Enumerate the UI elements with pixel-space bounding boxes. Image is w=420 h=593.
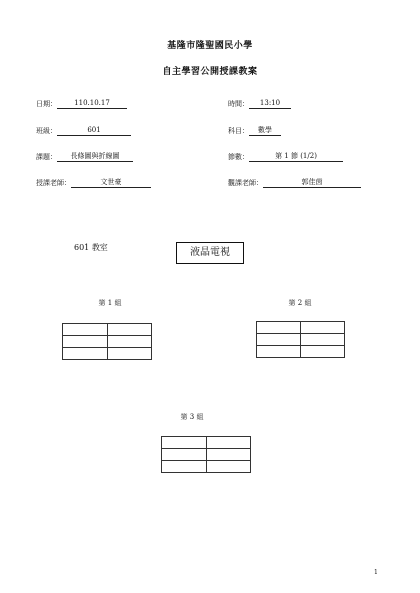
time-field (228, 99, 291, 109)
period-field (228, 152, 343, 162)
seat-cell (257, 346, 301, 358)
time-label: 時間： (228, 100, 249, 108)
table-row (63, 324, 152, 336)
period-label: 節數： (228, 153, 249, 161)
time-value: 13:10 (249, 99, 291, 109)
topic-label: 課題： (36, 153, 57, 161)
group-3-label: 第 3 組 (180, 413, 204, 421)
seat-cell (162, 461, 207, 473)
subject-value: 數學 (249, 126, 281, 136)
tv-box: 液晶電視 (176, 242, 244, 264)
seat-cell (301, 346, 345, 358)
class-label: 班級： (36, 127, 57, 135)
seat-cell (107, 348, 152, 360)
observer-label: 觀課老師： (228, 179, 263, 187)
table-row (257, 322, 345, 334)
subject-field (228, 126, 281, 136)
table-row (162, 449, 251, 461)
group-2-table (256, 321, 345, 358)
table-row (63, 348, 152, 360)
class-value: 601 (57, 126, 131, 136)
seat-cell (63, 324, 108, 336)
seat-cell (301, 334, 345, 346)
table-row (257, 334, 345, 346)
subject-label: 科目： (228, 127, 249, 135)
teacher-field (36, 178, 151, 188)
page-number: 1 (374, 569, 378, 576)
seat-cell (257, 334, 301, 346)
classroom-label: 601 教室 (74, 243, 108, 252)
seat-cell (162, 437, 207, 449)
seat-cell (206, 437, 251, 449)
table-row (63, 336, 152, 348)
seat-cell (107, 336, 152, 348)
class-field (36, 126, 131, 136)
seat-cell (301, 322, 345, 334)
group-1-label: 第 1 組 (98, 299, 122, 307)
date-field (36, 99, 127, 109)
document-title: 自主學習公開授課教案 (162, 67, 258, 77)
date-value: 110.10.17 (57, 99, 127, 109)
period-value: 第 1 節 (1/2) (249, 152, 343, 162)
observer-field (228, 178, 361, 188)
observer-value: 郭佳茵 (263, 178, 361, 188)
topic-field (36, 152, 133, 162)
seat-cell (257, 322, 301, 334)
group-1-table (62, 323, 152, 360)
seat-cell (206, 449, 251, 461)
group-2-label: 第 2 組 (288, 299, 312, 307)
seat-cell (63, 336, 108, 348)
topic-value: 長條圖與折線圖 (57, 152, 133, 162)
date-label: 日期： (36, 100, 57, 108)
seat-cell (107, 324, 152, 336)
seat-cell (206, 461, 251, 473)
group-3-table (161, 436, 251, 473)
school-name: 基隆市隆聖國民小學 (167, 41, 253, 51)
table-row (162, 437, 251, 449)
table-row (162, 461, 251, 473)
seat-cell (162, 449, 207, 461)
teacher-label: 授課老師： (36, 179, 71, 187)
teacher-value: 文世豪 (71, 178, 151, 188)
table-row (257, 346, 345, 358)
seat-cell (63, 348, 108, 360)
